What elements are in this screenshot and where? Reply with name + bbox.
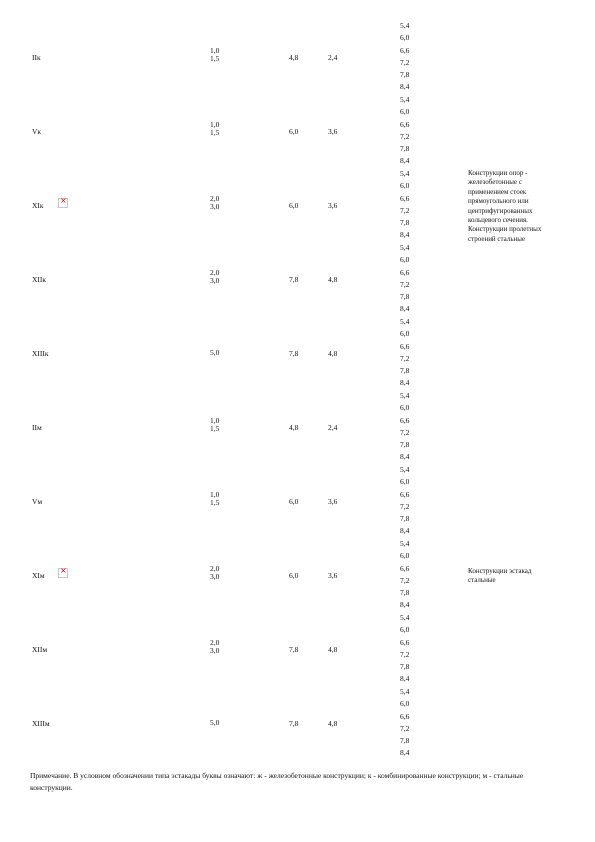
thickness-value: 1,5 <box>210 498 220 507</box>
thickness-cell <box>210 269 219 285</box>
height-value: 7,2 <box>400 131 410 141</box>
span-value-1: 6,0 <box>289 571 299 580</box>
thickness-value: 1,5 <box>210 54 220 63</box>
height-value: 5,4 <box>400 687 410 696</box>
thickness-value: 5,0 <box>210 718 220 727</box>
height-value: 5,4 <box>400 21 410 30</box>
desc-line: кольцевого сечения. <box>468 216 528 225</box>
table-row <box>0 242 595 316</box>
height-value: 6,6 <box>400 489 410 499</box>
height-value: 8,4 <box>400 156 410 166</box>
height-value: 8,4 <box>400 82 410 92</box>
heights-list <box>400 168 409 242</box>
height-value: 8,4 <box>400 378 410 388</box>
type-label: XIм <box>32 571 45 580</box>
span-value-2: 4,8 <box>328 645 338 654</box>
type-label: XIк <box>32 201 44 210</box>
heights-list <box>400 316 409 390</box>
thickness-value: 3,0 <box>210 646 220 655</box>
height-value: 7,8 <box>400 292 410 302</box>
span-value-1: 6,0 <box>289 201 299 210</box>
thickness-cell <box>210 349 219 357</box>
height-value: 5,4 <box>400 539 410 548</box>
height-value: 7,2 <box>400 353 410 363</box>
thickness-cell <box>210 195 219 211</box>
broken-image-icon <box>58 198 68 208</box>
height-value: 7,8 <box>400 588 410 598</box>
desc-line: Конструкции опор - <box>468 169 528 177</box>
height-value: 7,2 <box>400 649 410 659</box>
thickness-value: 2,0 <box>210 268 220 277</box>
heights-list <box>400 464 409 538</box>
thickness-value: 3,0 <box>210 276 220 285</box>
height-value: 5,4 <box>400 317 410 326</box>
heights-list <box>400 612 409 686</box>
height-value: 6,6 <box>400 193 410 203</box>
height-value: 7,2 <box>400 427 410 437</box>
thickness-value: 2,0 <box>210 564 220 573</box>
span-value-2: 3,6 <box>328 571 338 580</box>
height-value: 5,4 <box>400 169 410 178</box>
height-value: 6,0 <box>400 329 410 339</box>
height-value: 7,8 <box>400 144 410 154</box>
heights-list <box>400 686 409 760</box>
desc-line: Конструкции пролетных <box>468 225 542 234</box>
thickness-cell <box>210 47 219 63</box>
span-value-1: 6,0 <box>289 497 299 506</box>
span-value-1: 6,0 <box>289 127 299 136</box>
thickness-value: 2,0 <box>210 194 220 203</box>
height-value: 5,4 <box>400 613 410 622</box>
type-label: XIIк <box>32 275 47 284</box>
height-value: 6,0 <box>400 403 410 413</box>
height-value: 6,0 <box>400 33 410 43</box>
height-value: 5,4 <box>400 243 410 252</box>
height-value: 7,8 <box>400 218 410 228</box>
heights-list <box>400 538 409 612</box>
height-value: 8,4 <box>400 526 410 536</box>
desc-line: Конструкции эстакад <box>468 567 532 575</box>
desc-line: прямоугольного или <box>468 197 529 206</box>
height-value: 6,6 <box>400 119 410 129</box>
height-value: 6,6 <box>400 563 410 573</box>
height-value: 7,2 <box>400 57 410 67</box>
desc-line: стальные <box>468 576 496 585</box>
thickness-value: 5,0 <box>210 348 220 357</box>
description-combined <box>468 169 568 244</box>
span-value-1: 4,8 <box>289 423 299 432</box>
height-value: 6,6 <box>400 267 410 277</box>
height-value: 6,0 <box>400 181 410 191</box>
height-value: 7,2 <box>400 575 410 585</box>
type-label: Vк <box>32 127 42 136</box>
table-row <box>0 316 595 390</box>
height-value: 5,4 <box>400 465 410 474</box>
height-value: 6,6 <box>400 711 410 721</box>
type-label: XIIм <box>32 645 48 654</box>
thickness-cell <box>210 417 219 433</box>
span-value-2: 2,4 <box>328 53 338 62</box>
span-value-2: 4,8 <box>328 275 338 284</box>
type-label: IIк <box>32 53 41 62</box>
thickness-value: 2,0 <box>210 638 220 647</box>
thickness-value: 3,0 <box>210 572 220 581</box>
height-value: 7,8 <box>400 514 410 524</box>
height-value: 5,4 <box>400 95 410 104</box>
thickness-value: 1,0 <box>210 46 220 55</box>
thickness-cell <box>210 491 219 507</box>
span-value-2: 3,6 <box>328 201 338 210</box>
height-value: 6,0 <box>400 625 410 635</box>
height-value: 7,8 <box>400 662 410 672</box>
thickness-cell <box>210 719 219 727</box>
thickness-cell <box>210 639 219 655</box>
table-row <box>0 686 595 760</box>
description-steel <box>468 567 568 586</box>
height-value: 7,2 <box>400 723 410 733</box>
height-value: 7,8 <box>400 366 410 376</box>
thickness-value: 3,0 <box>210 202 220 211</box>
height-value: 6,6 <box>400 637 410 647</box>
desc-line: железобетонные с <box>468 178 522 187</box>
type-label: XIIIм <box>32 719 50 728</box>
height-value: 7,8 <box>400 70 410 80</box>
height-value: 8,4 <box>400 230 410 240</box>
desc-line: применением стоек <box>468 187 527 196</box>
height-value: 8,4 <box>400 452 410 462</box>
height-value: 6,0 <box>400 699 410 709</box>
heights-list <box>400 94 409 168</box>
table-row <box>0 464 595 538</box>
type-label: XIIIк <box>32 349 49 358</box>
table-row <box>0 20 595 94</box>
span-value-1: 7,8 <box>289 349 299 358</box>
thickness-value: 1,0 <box>210 416 220 425</box>
height-value: 8,4 <box>400 304 410 314</box>
height-value: 6,0 <box>400 477 410 487</box>
span-value-1: 7,8 <box>289 645 299 654</box>
span-value-1: 4,8 <box>289 53 299 62</box>
height-value: 5,4 <box>400 391 410 400</box>
span-value-1: 7,8 <box>289 275 299 284</box>
type-label: Vм <box>32 497 43 506</box>
span-value-1: 7,8 <box>289 719 299 728</box>
thickness-cell <box>210 565 219 581</box>
height-value: 6,6 <box>400 415 410 425</box>
height-value: 8,4 <box>400 600 410 610</box>
span-value-2: 3,6 <box>328 497 338 506</box>
height-value: 8,4 <box>400 748 410 758</box>
thickness-value: 1,5 <box>210 424 220 433</box>
thickness-value: 1,5 <box>210 128 220 137</box>
broken-image-icon <box>58 568 68 578</box>
desc-line: строений стальные <box>468 234 526 243</box>
span-value-2: 4,8 <box>328 349 338 358</box>
desc-line: центрифугированных <box>468 206 533 215</box>
type-label: IIм <box>32 423 42 432</box>
thickness-value: 1,0 <box>210 490 220 499</box>
height-value: 6,6 <box>400 341 410 351</box>
table-row <box>0 390 595 464</box>
table-row <box>0 94 595 168</box>
span-value-2: 4,8 <box>328 719 338 728</box>
span-value-2: 3,6 <box>328 127 338 136</box>
thickness-cell <box>210 121 219 137</box>
height-value: 6,0 <box>400 107 410 117</box>
height-value: 6,0 <box>400 551 410 561</box>
heights-list <box>400 390 409 464</box>
span-value-2: 2,4 <box>328 423 338 432</box>
height-value: 6,6 <box>400 45 410 55</box>
heights-list <box>400 20 409 94</box>
height-value: 7,2 <box>400 205 410 215</box>
height-value: 7,2 <box>400 501 410 511</box>
height-value: 7,8 <box>400 736 410 746</box>
heights-list <box>400 242 409 316</box>
height-value: 7,8 <box>400 440 410 450</box>
height-value: 7,2 <box>400 279 410 289</box>
height-value: 6,0 <box>400 255 410 265</box>
thickness-value: 1,0 <box>210 120 220 129</box>
footnote: Примечание. В условном обозначении типа эстакады буквы означают: ж - железобетонные конструкции; к - комбинированные конструкции; м - стальные конструкции. <box>30 771 524 792</box>
table-row <box>0 612 595 686</box>
height-value: 8,4 <box>400 674 410 684</box>
